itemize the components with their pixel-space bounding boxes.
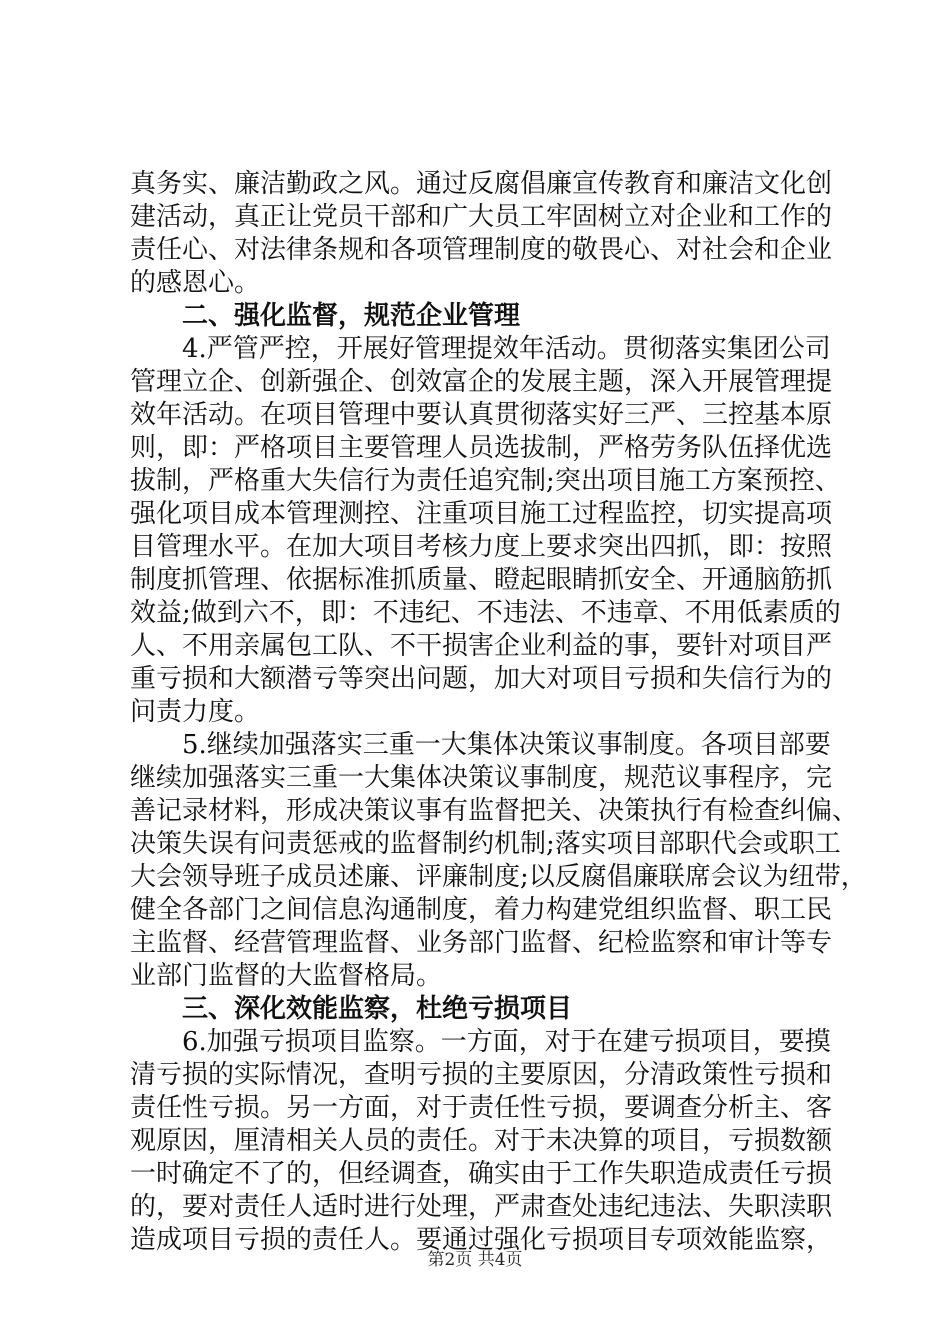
- document-body: [130, 168, 867, 1257]
- text-line: 的感恩心。: [130, 268, 261, 298]
- text-line: 5.继续加强落实三重一大集体决策议事制度。各项目部要: [130, 730, 831, 760]
- text-line: 的，要对责任人适时进行处理，严肃查处违纪违法、失职渎职: [130, 1192, 833, 1222]
- text-line: 一时确定不了的，但经调查，确实由于工作失职造成责任亏损: [130, 1159, 833, 1189]
- text-line: 6.加强亏损项目监察。一方面，对于在建亏损项目，要摸: [130, 1027, 831, 1057]
- text-line: 大会领导班子成员述廉、评廉制度;以反腐倡廉联席会议为纽带，: [130, 862, 867, 892]
- text-line: 清亏损的实际情况，查明亏损的主要原因，分清政策性亏损和: [130, 1060, 833, 1090]
- text-line: 则，即：严格项目主要管理人员选拔制，严格劳务队伍择优选: [130, 433, 833, 463]
- text-line: 造成项目亏损的责任人。要通过强化亏损项目专项效能监察，: [130, 1225, 833, 1255]
- text-line: 建活动，真正让党员干部和广大员工牢固树立对企业和工作的: [130, 202, 833, 232]
- text-line: 效益;做到六不，即：不违纪、不违法、不违章、不用低素质的: [130, 598, 841, 628]
- text-line: 责任性亏损。另一方面，对于责任性亏损，要调查分析主、客: [130, 1093, 833, 1123]
- section-heading: 二、强化监督，规范企业管理: [182, 301, 521, 331]
- text-line: 效年活动。在项目管理中要认真贯彻落实好三严、三控基本原: [130, 400, 833, 430]
- text-line: 制度抓管理、依据标准抓质量、瞪起眼睛抓安全、开通脑筋抓: [130, 565, 833, 595]
- section-heading: 三、深化效能监察，杜绝亏损项目: [182, 994, 573, 1024]
- text-line: 目管理水平。在加大项目考核力度上要求突出四抓，即：按照: [130, 532, 833, 562]
- text-line: 观原因，厘清相关人员的责任。对于未决算的项目，亏损数额: [130, 1126, 833, 1156]
- text-line: 继续加强落实三重一大集体决策议事制度，规范议事程序，完: [130, 763, 833, 793]
- text-line: 管理立企、创新强企、创效富企的发展主题，深入开展管理提: [130, 367, 833, 397]
- text-line: 决策失误有问责惩戒的监督制约机制;落实项目部职代会或职工: [130, 829, 841, 859]
- text-line: 人、不用亲属包工队、不干损害企业利益的事，要针对项目严: [130, 631, 833, 661]
- page-footer: 第2页 共4页: [427, 1250, 523, 1270]
- text-line: 主监督、经营管理监督、业务部门监督、纪检监察和审计等专: [130, 928, 833, 958]
- text-line: 强化项目成本管理测控、注重项目施工过程监控，切实提高项: [130, 499, 833, 529]
- text-line: 重亏损和大额潜亏等突出问题，加大对项目亏损和失信行为的: [130, 664, 833, 694]
- text-line: 责任心、对法律条规和各项管理制度的敬畏心、对社会和企业: [130, 235, 833, 265]
- text-line: 4.严管严控，开展好管理提效年活动。贯彻落实集团公司: [130, 334, 831, 364]
- text-line: 健全各部门之间信息沟通制度，着力构建党组织监督、职工民: [130, 895, 833, 925]
- text-line: 问责力度。: [130, 697, 261, 727]
- text-line: 善记录材料，形成决策议事有监督把关、决策执行有检查纠偏、: [130, 796, 859, 826]
- text-line: 拔制，严格重大失信行为责任追究制;突出项目施工方案预控、: [130, 466, 841, 496]
- text-line: 真务实、廉洁勤政之风。通过反腐倡廉宣传教育和廉洁文化创: [130, 169, 833, 199]
- text-line: 业部门监督的大监督格局。: [130, 961, 443, 991]
